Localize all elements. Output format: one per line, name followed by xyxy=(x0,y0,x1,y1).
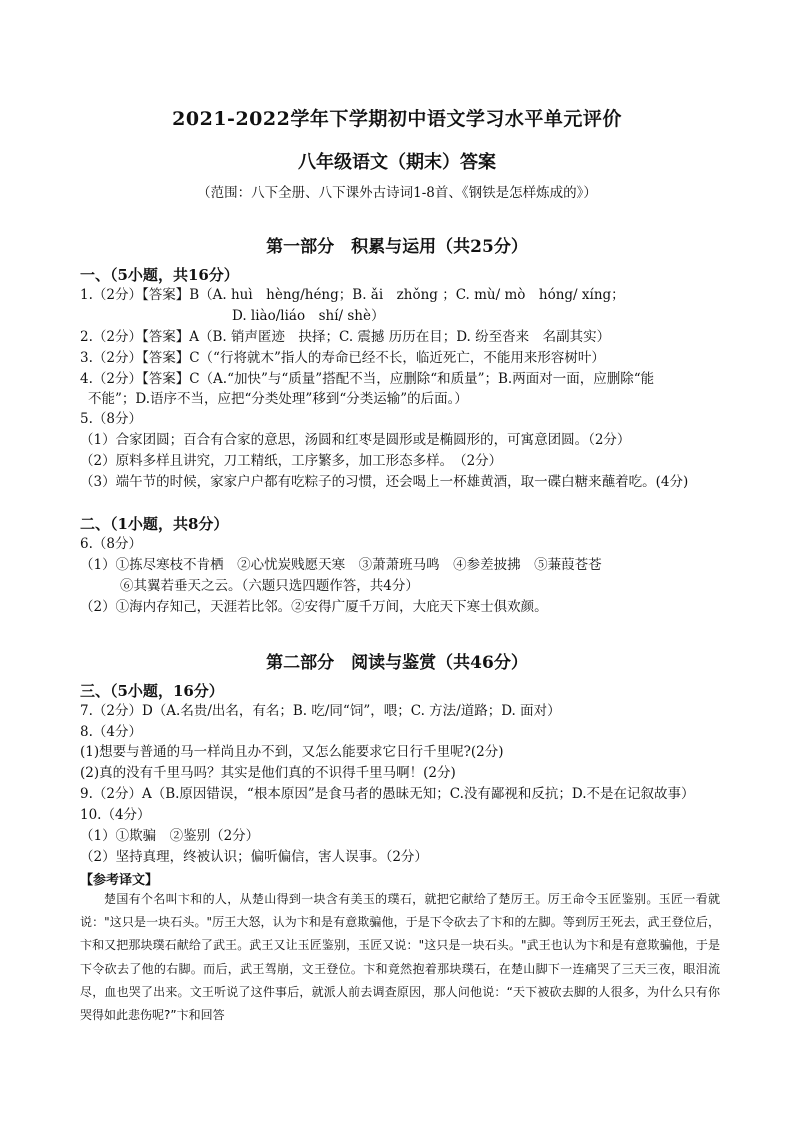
answer-line: 1.（2分）【答案】B（A. huì hèng/héng；B. ǎi zhǒng ；C. mù/ mò hóng/ xíng； xyxy=(80,287,625,303)
section3-heading: 三、（5小题，16分） xyxy=(80,682,224,700)
answer-line: （1）①欺骗 ②鉴别（2分） xyxy=(80,828,260,844)
answer-line: 4.（2分）【答案】C（A.“加快”与“质量”搭配不当，应删除“和质量”；B.两面对一面，应删除“能 xyxy=(80,371,655,387)
answer-line: ⑥其翼若垂天之云。（六题只选四题作答，共4分） xyxy=(120,578,419,594)
part2-heading: 第二部分 阅读与鉴赏（共46分） xyxy=(266,653,528,673)
answer-line: (2)真的没有千里马吗？其实是他们真的不识得千里马啊！(2分) xyxy=(80,765,456,781)
answer-line: 3.（2分）【答案】C（“行将就木”指人的寿命已经不长，临近死亡，不能用来形容树叶） xyxy=(80,350,605,366)
answer-line: 不能”；D.语序不当，应把“分类处理”移到“分类运输”的后面。） xyxy=(88,391,468,407)
reference-translation-label: 【参考译文】 xyxy=(80,873,159,888)
answer-line: 5.（8分） xyxy=(80,411,142,427)
section1-heading: 一、（5小题，共16分） xyxy=(80,266,239,284)
answer-line: （1）合家团圆；百合有合家的意思，汤圆和红枣是圆形或是椭圆形的，可寓意团圆。（2分） xyxy=(80,432,631,448)
translation-paragraph: 楚国有个名叫卞和的人，从楚山得到一块含有美玉的璞石，就把它献给了楚厉王。厉王命令玉匠鉴别。玉匠一看就说："这只是一块石头。"厉王大怒，认为卞和是有意欺骗他，于是下令砍去了卞和的左脚。等到厉王死去，武王登位后，卞和又把那块璞石献给了武王。武王又让玉匠鉴别，玉匠又说："这只是一块石头。"武王也认为卞和是有意欺骗他，于是下令砍去了他的右脚。而后，武王驾崩，文王登位。卞和竟然抱着那块璞石，在楚山脚下一连痛哭了三天三夜，眼泪流尽，血也哭了出来。文王听说了这件事后，就派人前去调查原因，那人问他说：“天下被砍去脚的人很多，为什么只有你哭得如此悲伤呢?”卞和回答 xyxy=(80,892,720,1023)
document-subtitle: 八年级语文（期末）答案 xyxy=(298,152,496,173)
answer-line: D. liào/liáo shí/ shè） xyxy=(232,308,385,324)
answer-line: （2）坚持真理，终被认识；偏听偏信，害人误事。（2分） xyxy=(80,849,428,865)
answer-line: 2.（2分）【答案】A（B. 销声匿迹 抉择；C. 震撼 历历在目；D. 纷至沓来 名副其实） xyxy=(80,329,611,345)
part1-heading: 第一部分 积累与运用（共25分） xyxy=(266,237,528,257)
document-title: 2021-2022学年下学期初中语文学习水平单元评价 xyxy=(172,108,622,130)
answer-line: 9.（2分）A（B.原因错误，“根本原因”是食马者的愚昧无知；C.没有鄙视和反抗；D.不是在记叙故事） xyxy=(80,786,695,802)
answer-line: （1）①拣尽寒枝不肯栖 ②心忧炭贱愿天寒 ③萧萧班马鸣 ④参差披拂 ⑤蒹葭苍苍 xyxy=(80,557,602,573)
answer-line: 10.（4分） xyxy=(80,807,151,823)
answer-line: （2）①海内存知己，天涯若比邻。②安得广厦千万间，大庇天下寒士俱欢颜。 xyxy=(80,599,548,615)
section2-heading: 二、（1小题，共8分） xyxy=(80,515,229,533)
document-scope: （范围：八下全册、八下课外古诗词1-8首、《钢铁是怎样炼成的》） xyxy=(197,185,597,201)
answer-line: (1)想要与普通的马一样尚且办不到，又怎么能要求它日行千里呢?(2分) xyxy=(80,744,504,760)
answer-line: （2）原料多样且讲究，刀工精纸，工序繁多，加工形态多样。 （2分） xyxy=(80,453,503,469)
answer-line: 8.（4分） xyxy=(80,724,142,740)
answer-line: 6.（8分） xyxy=(80,536,142,552)
answer-line: 7.（2分）D（A.名贵/出名，有名；B. 吃/同“饲”，喂；C. 方法/道路；D. 面对） xyxy=(80,703,561,719)
reference-translation xyxy=(80,888,720,1027)
answer-line: （3）端午节的时候，家家户户都有吃粽子的习惯，还会喝上一杯雄黄酒，取一碟白糖来蘸着吃。(4分) xyxy=(80,474,689,490)
